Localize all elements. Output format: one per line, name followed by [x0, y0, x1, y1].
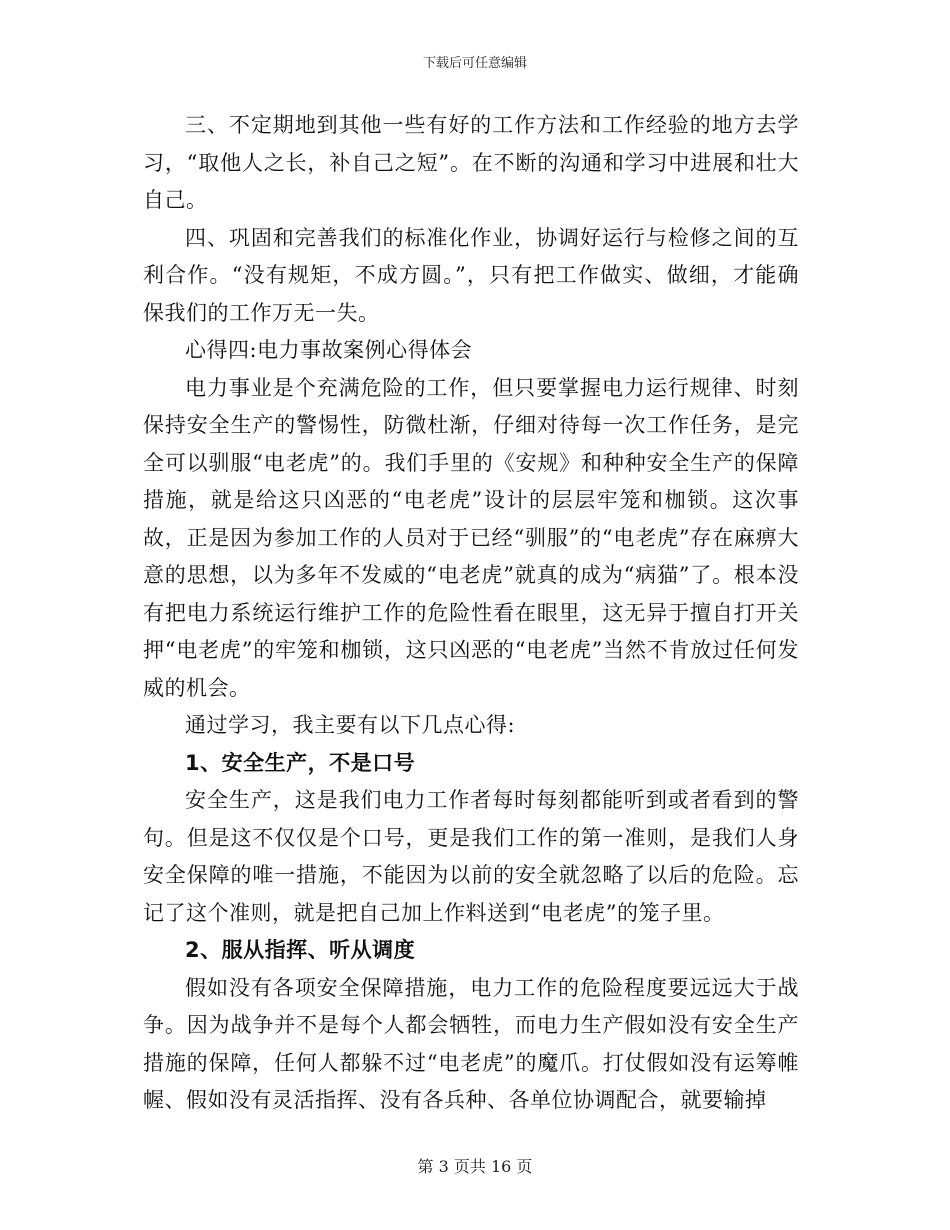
- document-body: [143, 107, 799, 1120]
- paragraph-item-three: 三、不定期地到其他一些有好的工作方法和工作经验的地方去学习，“取他人之长，补自己之短”。在不断的沟通和学习中进展和壮大自己。: [143, 113, 799, 212]
- paragraph-intro: 电力事业是个充满危险的工作，但只要掌握电力运行规律、时刻保持安全生产的警惕性，防微杜渐，仔细对待每一次工作任务，是完全可以驯服“电老虎”的。我们手里的《安规》和种种安全生产的保障措施，就是给这只凶恶的“电老虎”设计的层层牢笼和枷锁。这次事故，正是因为参加工作的人员对于已经“驯服”的“电老虎”存在麻痹大意的思想，以为多年不发威的“电老虎”就真的成为“病猫”了。根本没有把电力系统运行维护工作的危险性看在眼里，这无异于擅自打开关押“电老虎”的牢笼和枷锁，这只凶恶的“电老虎”当然不肯放过任何发威的机会。: [143, 375, 799, 700]
- paragraph-item-four: 四、巩固和完善我们的标准化作业，协调好运行与检修之间的互利合作。“没有规矩，不成方圆。”，只有把工作做实、做细，才能确保我们的工作万无一失。: [143, 225, 799, 325]
- heading-safety: 1、安全生产，不是口号: [185, 750, 416, 775]
- section-title: 心得四:电力事故案例心得体会: [185, 338, 473, 362]
- page-footer: 第 3 页共 16 页: [417, 1157, 533, 1176]
- paragraph-safety: 安全生产，这是我们电力工作者每时每刻都能听到或者看到的警句。但是这不仅仅是个口号，更是我们工作的第一准则，是我们人身安全保障的唯一措施，不能因为以前的安全就忽略了以后的危险。忘记了这个准则，就是把自己加上作料送到“电老虎”的笼子里。: [143, 788, 799, 925]
- heading-command: 2、服从指挥、听从调度: [185, 938, 416, 962]
- page-header: 下载后可任意编辑: [422, 56, 527, 71]
- paragraph-command: 假如没有各项安全保障措施，电力工作的危险程度要远远大于战争。因为战争并不是每个人都会牺牲，而电力生产假如没有安全生产措施的保障，任何人都躲不过“电老虎”的魔爪。打仗假如没有运筹帷幄、假如没有灵活指挥、没有各兵种、各单位协调配合，就要输掉: [143, 975, 799, 1112]
- paragraph-learning-lead: 通过学习，我主要有以下几点心得:: [185, 713, 516, 737]
